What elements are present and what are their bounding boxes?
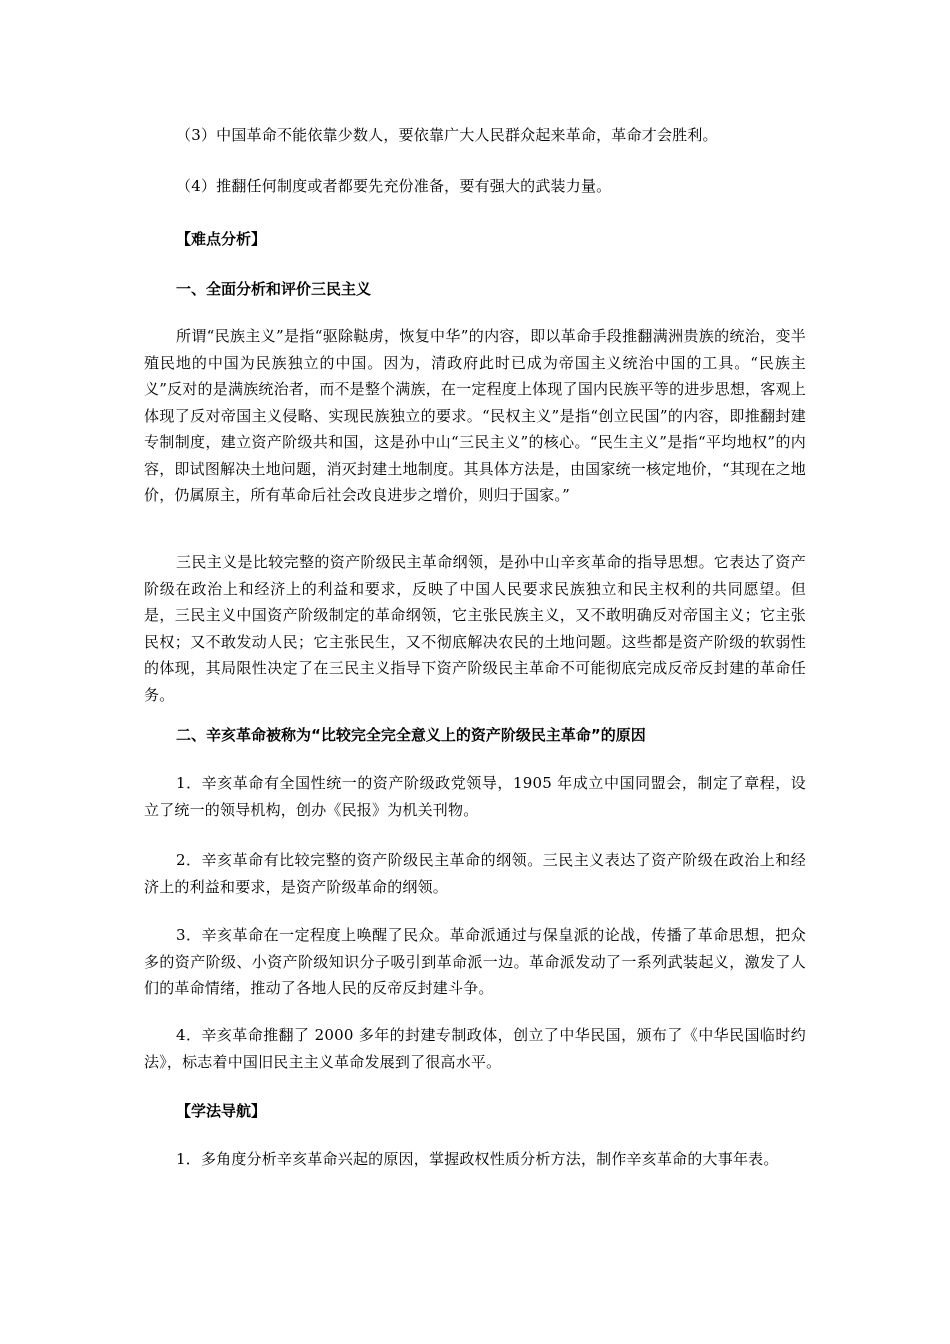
reason-item-3: 3．辛亥革命在一定程度上唤醒了民众。革命派通过与保皇派的论战，传播了革命思想，把众多的资产阶级、小资产阶级知识分子吸引到革命派一边。革命派发动了一系列武装起义，激发了人们的革命情绪，推动了各地人民的反帝反封建斗争。 [144, 926, 806, 997]
subsection-heading-2: 二、辛亥革命被称为“比较完全完全意义上的资产阶级民主革命”的原因 [176, 726, 646, 744]
subsection-heading-1: 一、全面分析和评价三民主义 [176, 280, 372, 298]
reason-item-1: 1．辛亥革命有全国性统一的资产阶级政党领导，1905 年成立中国同盟会，制定了章程，设立了统一的领导机构，创办《民报》为机关刊物。 [144, 774, 806, 819]
paragraph-three-principles-explained: 所谓“民族主义”是指“驱除鞑虏，恢复中华”的内容，即以革命手段推翻满洲贵族的统治，变半殖民地的中国为民族独立的中国。因为，清政府此时已成为帝国主义统治中国的工具。“民族主义”反对的是满族统治者，而不是整个满族，在一定程度上体现了国内民族平等的进步思想，客观上体现了反对帝国主义侵略、实现民族独立的要求。“民权主义”是指“创立民国”的内容，即推翻封建专制制度，建立资产阶级共和国，这是孙中山“三民主义”的核心。“民生主义”是指“平均地权”的内容，即试图解决土地问题，消灭封建土地制度。其具体方法是，由国家统一核定地价，“其现在之地价，仍属原主，所有革命后社会改良进步之增价，则归于国家。” [144, 327, 806, 504]
method-item-1: 1．多角度分析辛亥革命兴起的原因，掌握政权性质分析方法，制作辛亥革命的大事年表。 [176, 1150, 779, 1168]
paragraph-three-principles-evaluation: 三民主义是比较完整的资产阶级民主革命纲领，是孙中山辛亥革命的指导思想。它表达了资产阶级在政治上和经济上的利益和要求，反映了中国人民要求民族独立和民主权利的共同愿望。但是，三民主义中国资产阶级制定的革命纲领，它主张民族主义，又不敢明确反对帝国主义；它主张民权；又不敢发动人民；它主张民生，又不彻底解决农民的土地问题。这些都是资产阶级的软弱性的体现，其局限性决定了在三民主义指导下资产阶级民主革命不可能彻底完成反帝反封建的革命任务。 [144, 553, 806, 704]
intro-item-4: （4）推翻任何制度或者都要先充份准备，要有强大的武装力量。 [176, 177, 612, 195]
intro-item-3: （3）中国革命不能依靠少数人，要依靠广大人民群众起来革命，革命才会胜利。 [176, 126, 718, 144]
reason-item-4: 4．辛亥革命推翻了 2000 多年的封建专制政体，创立了中华民国，颁布了《中华民国临时约法》，标志着中国旧民主主义革命发展到了很高水平。 [144, 1026, 806, 1071]
section-title-difficulty: 【难点分析】 [176, 230, 267, 248]
reason-item-2: 2．辛亥革命有比较完整的资产阶级民主革命的纲领。三民主义表达了资产阶级在政治上和经济上的利益和要求，是资产阶级革命的纲领。 [144, 851, 806, 896]
section-title-method: 【学法导航】 [176, 1102, 267, 1120]
